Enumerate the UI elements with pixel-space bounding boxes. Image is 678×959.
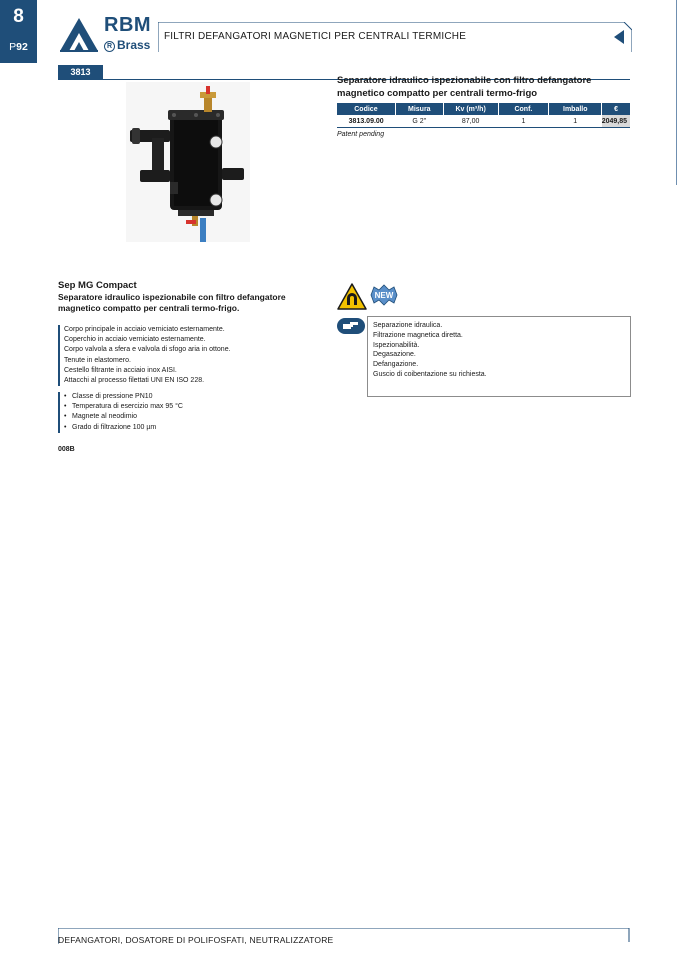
specs-list (58, 392, 314, 433)
list-item: Defangazione. (373, 361, 419, 369)
pointing-hand-icon (337, 316, 365, 336)
list-item: Corpo principale in acciaio verniciato esternamente. (64, 326, 225, 333)
magnet-warning-icon (337, 283, 367, 310)
materials-list (58, 325, 314, 386)
new-badge-label: NEW (374, 291, 394, 300)
list-item: Guscio di coibentazione su richiesta. (373, 370, 487, 378)
section-number: 8 (13, 6, 24, 27)
list-item: Coperchio in acciaio verniciato esternamente. (64, 336, 206, 344)
cell-code: 3813.09.00 (337, 115, 395, 128)
list-item: • Temperatura di esercizio max 95 °C (64, 402, 314, 412)
page-prefix: P (9, 41, 17, 53)
col-header-price: € (602, 103, 630, 115)
col-header-kv: Kv (m³/h) (443, 103, 498, 115)
cell-pack: 1 (549, 115, 602, 128)
list-item: Filtrazione magnetica diretta. (373, 331, 463, 339)
product-title: Separatore idraulico ispezionabile con filtro defangatore magnetico compatto per centrali termo-frigo (337, 75, 592, 99)
family-subtitle: Separatore idraulico ispezionabile con filtro defangatore magnetico compatto per centrali termo-frigo. (58, 292, 286, 313)
list-item: Corpo valvola a sfera e valvola di sfogo aria in ottone. (64, 346, 231, 354)
list-item: Attacchi al processo filettati UNI EN ISO 228. (64, 377, 205, 385)
document-code: 008B (58, 446, 75, 453)
table-header-row (337, 103, 630, 115)
list-item: Separazione idraulica. (373, 322, 443, 329)
cell-size: G 2" (395, 115, 443, 128)
brand-name: RBM (104, 14, 152, 36)
list-item: Cestello filtrante in acciaio inox AISI. (64, 366, 177, 374)
family-name: Sep MG Compact (58, 280, 137, 291)
features-box (367, 316, 631, 397)
page-number-value: 92 (16, 41, 28, 53)
product-code-badge: 3813 (58, 65, 103, 79)
col-header-pack: Imballo (549, 103, 602, 115)
list-item: Ispezionabilità. (373, 341, 420, 349)
section-tab (0, 0, 37, 63)
page-edge-line (676, 0, 677, 185)
list-item: • Grado di filtrazione 100 µm (64, 423, 314, 433)
col-header-code: Codice (337, 103, 395, 115)
brand-subname (104, 38, 150, 52)
list-item: Degasazione. (373, 351, 416, 359)
list-item: • Classe di pressione PN10 (64, 392, 314, 402)
triangle-arrow-icon (614, 30, 624, 44)
footer-title: DEFANGATORI, DOSATORE DI POLIFOSFATI, NEUTRALIZZATORE (58, 935, 334, 945)
header-title: FILTRI DEFANGATORI MAGNETICI PER CENTRALI TERMICHE (164, 31, 467, 42)
col-header-size: Misura (395, 103, 443, 115)
list-item: Tenute in elastomero. (64, 356, 131, 364)
patent-note: Patent pending (337, 131, 385, 138)
registered-mark: R (104, 41, 115, 52)
list-item: • Magnete al neodimio (64, 412, 314, 422)
page-number (0, 41, 37, 53)
new-badge-icon (369, 284, 399, 306)
cell-conf: 1 (498, 115, 549, 128)
price-table (337, 103, 630, 128)
brand-subname-text: Brass (117, 38, 151, 52)
product-image (126, 82, 250, 242)
cell-price: 2049,85 (602, 115, 630, 128)
col-header-conf: Conf. (498, 103, 549, 115)
table-row (337, 115, 630, 128)
cell-kv: 87,00 (443, 115, 498, 128)
